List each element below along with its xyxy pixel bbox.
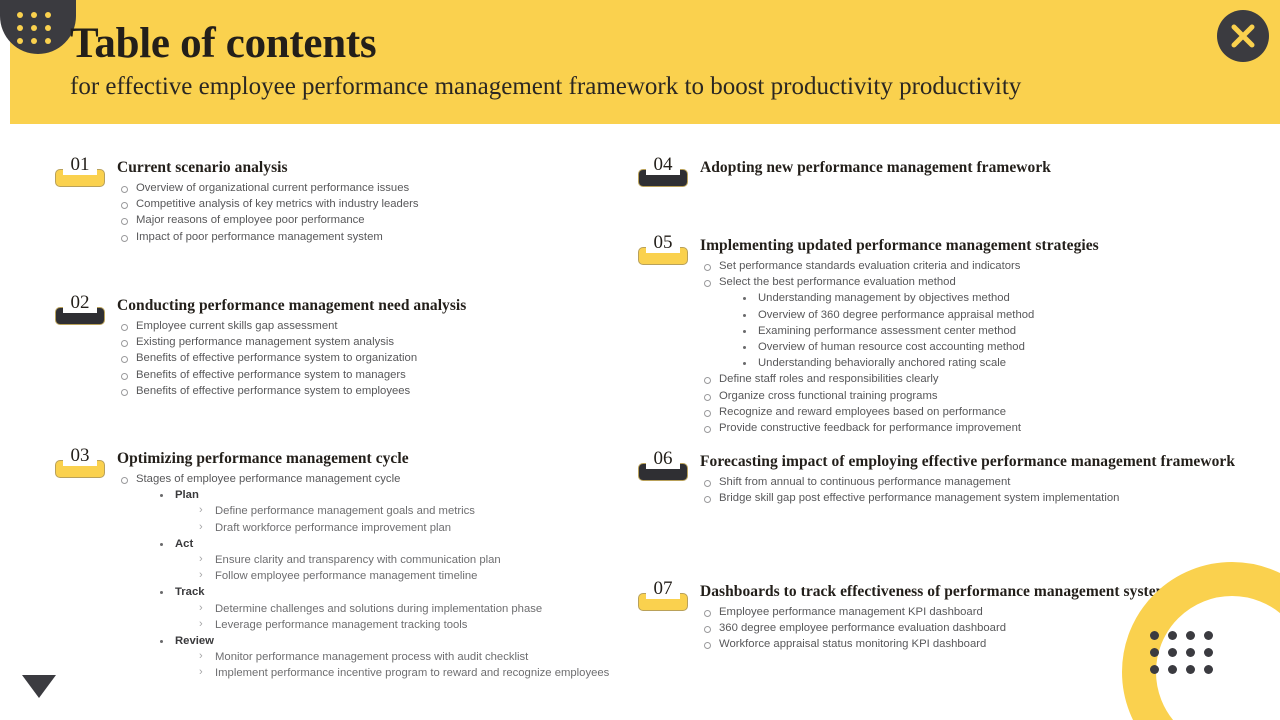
entry-title: Adopting new performance management framework: [700, 159, 1051, 176]
entry-title: Dashboards to track effectiveness of performance management system: [700, 583, 1169, 600]
list-item-label: Examining performance assessment center method: [758, 324, 1017, 337]
entry-number-badge: [55, 445, 105, 479]
entry-title: Conducting performance management need analysis: [117, 297, 467, 314]
bottom-dot-grid: [1150, 631, 1222, 682]
list-item-label: Stages of employee performance management cycle: [136, 473, 401, 485]
list-item-label: Review: [175, 635, 214, 648]
close-x-icon: [1230, 23, 1256, 49]
entry-number-badge: [638, 578, 688, 612]
list-item[interactable]: [117, 471, 615, 682]
list-item-label: Competitive analysis of key metrics with industry leaders: [136, 198, 419, 211]
list-item-label: Bridge skill gap post effective performance management system implementation: [719, 492, 1120, 505]
list-item-label: Plan: [175, 489, 199, 502]
list-item-label: Overview of organizational current performance issues: [136, 182, 410, 194]
list-item[interactable]: [193, 503, 615, 519]
list-item-label: Benefits of effective performance system to organization: [136, 352, 418, 365]
list-item[interactable]: [154, 584, 615, 633]
list-item[interactable]: [193, 617, 615, 633]
list-item[interactable]: [700, 371, 1238, 387]
entry-body: [117, 449, 615, 682]
list-item-label: Major reasons of employee poor performance: [136, 214, 365, 227]
list-item[interactable]: [700, 274, 1238, 371]
list-item-label: Ensure clarity and transparency with communication plan: [215, 554, 501, 567]
list-item-label: Overview of human resource cost accounting method: [758, 341, 1025, 354]
list-item[interactable]: [700, 404, 1238, 420]
list-item[interactable]: [117, 318, 615, 334]
entry-number: 03: [63, 446, 97, 466]
list-item[interactable]: [117, 196, 615, 212]
entry-number-badge: [638, 232, 688, 266]
toc-entry-03[interactable]: [55, 445, 615, 682]
list-item[interactable]: [193, 649, 615, 665]
list-item[interactable]: [193, 552, 615, 568]
list-item-label: Select the best performance evaluation method: [719, 276, 956, 289]
list-item[interactable]: [737, 307, 1238, 323]
list-item[interactable]: [154, 633, 615, 682]
list-item[interactable]: [117, 367, 615, 383]
page-title: Table of contents: [70, 20, 377, 67]
list-item[interactable]: [700, 388, 1238, 404]
entry-body: [700, 158, 1238, 177]
list-item-label: Define staff roles and responsibilities clearly: [719, 373, 939, 386]
list-item[interactable]: [117, 212, 615, 228]
toc-entry-02[interactable]: [55, 292, 615, 399]
list-item-label: Shift from annual to continuous performance management: [719, 476, 1011, 488]
bullet-list-level-3: [193, 552, 615, 584]
bullet-list-level-2: [737, 290, 1238, 371]
entry-title: Current scenario analysis: [117, 159, 288, 176]
entry-number: 07: [646, 579, 680, 599]
list-item[interactable]: [700, 258, 1238, 274]
entry-body: [700, 236, 1238, 436]
bullet-list-level-1: [117, 318, 615, 399]
corner-dot-grid: [17, 12, 59, 51]
toc-entry-01[interactable]: [55, 154, 615, 245]
list-item-label: Monitor performance management process with audit checklist: [215, 651, 529, 664]
list-item-label: Set performance standards evaluation criteria and indicators: [719, 260, 1021, 272]
list-item-label: Provide constructive feedback for performance improvement: [719, 422, 1022, 435]
list-item-label: Recognize and reward employees based on performance: [719, 405, 1006, 418]
list-item-label: 360 degree employee performance evaluation dashboard: [719, 622, 1007, 635]
list-item-label: Understanding management by objectives method: [758, 292, 1010, 305]
bullet-list-level-1: [117, 180, 615, 245]
bullet-list-level-1: [700, 474, 1238, 506]
list-item[interactable]: [700, 490, 1238, 506]
toc-entry-06[interactable]: [638, 448, 1238, 506]
page-subtitle: for effective employee performance management framework to boost productivity productivity: [70, 73, 1022, 100]
list-item[interactable]: [700, 420, 1238, 436]
entry-number: 05: [646, 233, 680, 253]
header-text-block: [70, 19, 1021, 104]
list-item[interactable]: [154, 536, 615, 585]
bullet-list-level-3: [193, 649, 615, 681]
bullet-list-level-3: [193, 503, 615, 535]
list-item[interactable]: [737, 323, 1238, 339]
list-item-label: Impact of poor performance management system: [136, 230, 383, 243]
entry-number: 02: [63, 293, 97, 313]
toc-entry-05[interactable]: [638, 232, 1238, 436]
list-item-label: Follow employee performance management timeline: [215, 570, 478, 583]
list-item-label: Leverage performance management tracking tools: [215, 618, 468, 631]
entry-title: Forecasting impact of employing effective performance management framework: [700, 453, 1235, 470]
entry-number-badge: [55, 154, 105, 188]
list-item-label: Understanding behaviorally anchored rating scale: [758, 357, 1007, 370]
list-item-label: Draft workforce performance improvement plan: [215, 521, 452, 534]
list-item-label: Existing performance management system analysis: [136, 336, 395, 349]
entry-body: [117, 296, 615, 399]
entry-title: Optimizing performance management cycle: [117, 450, 409, 467]
list-item[interactable]: [700, 474, 1238, 490]
entry-number-badge: [55, 292, 105, 326]
bullet-list-level-3: [193, 601, 615, 633]
list-item[interactable]: [193, 665, 615, 681]
list-item-label: Track: [175, 586, 205, 599]
list-item[interactable]: [117, 350, 615, 366]
list-item-label: Employee performance management KPI dashboard: [719, 606, 983, 618]
toc-entry-04[interactable]: [638, 154, 1238, 177]
list-item-label: Workforce appraisal status monitoring KPI dashboard: [719, 638, 987, 651]
list-item[interactable]: [737, 290, 1238, 306]
list-item[interactable]: [117, 229, 615, 245]
entry-body: [117, 158, 615, 245]
list-item-label: Overview of 360 degree performance appraisal method: [758, 308, 1035, 321]
list-item-label: Implement performance incentive program to reward and recognize employees: [215, 667, 610, 680]
list-item-label: Benefits of effective performance system to managers: [136, 368, 406, 381]
list-item[interactable]: [154, 487, 615, 536]
list-item-label: Determine challenges and solutions during implementation phase: [215, 602, 543, 615]
list-item-label: Organize cross functional training programs: [719, 389, 938, 402]
list-item[interactable]: [193, 520, 615, 536]
bullet-list-level-1: [117, 471, 615, 682]
list-item[interactable]: [737, 355, 1238, 371]
list-item[interactable]: [737, 339, 1238, 355]
entry-number: 04: [646, 155, 680, 175]
down-triangle-icon: [22, 675, 56, 698]
list-item-label: Define performance management goals and metrics: [215, 505, 475, 518]
list-item[interactable]: [117, 383, 615, 399]
entry-number: 01: [63, 155, 97, 175]
entry-body: [700, 452, 1238, 506]
list-item[interactable]: [193, 601, 615, 617]
entry-number-badge: [638, 154, 688, 188]
entry-number-badge: [638, 448, 688, 482]
close-button[interactable]: [1217, 10, 1269, 62]
list-item[interactable]: [193, 568, 615, 584]
bullet-list-level-2: [154, 487, 615, 681]
list-item-label: Benefits of effective performance system to employees: [136, 384, 411, 397]
list-item[interactable]: [117, 180, 615, 196]
entry-title: Implementing updated performance management strategies: [700, 237, 1099, 254]
list-item-label: Act: [175, 537, 194, 550]
entry-number: 06: [646, 449, 680, 469]
list-item-label: Employee current skills gap assessment: [136, 320, 338, 332]
list-item[interactable]: [117, 334, 615, 350]
bullet-list-level-1: [700, 258, 1238, 436]
